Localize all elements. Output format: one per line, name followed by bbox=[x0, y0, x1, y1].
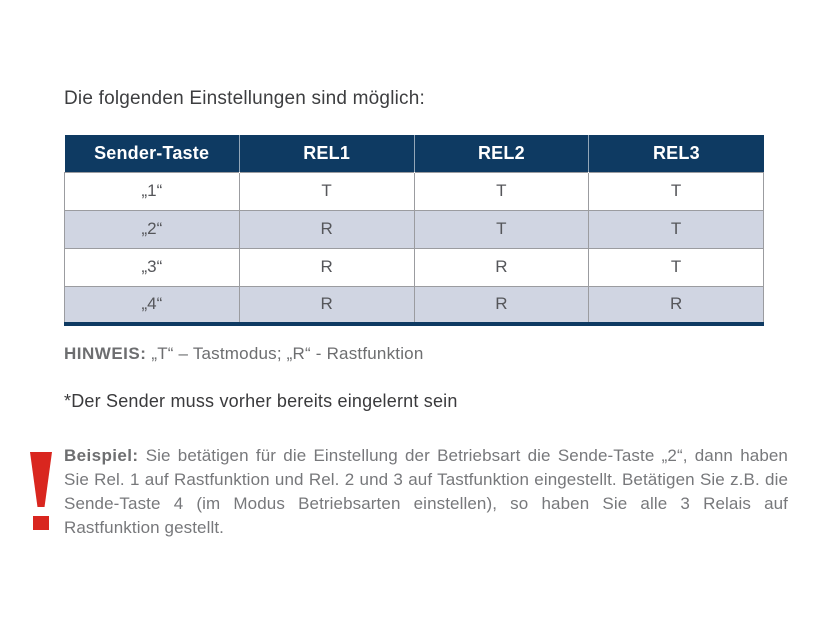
header-rel1: REL1 bbox=[239, 135, 414, 172]
cell-key: „1“ bbox=[65, 172, 240, 210]
beispiel-text: Sie betätigen für die Einstellung der Betriebsart die Sende-Taste „2“, dann haben Sie Rel. 1 auf Rastfunktion und Rel. 2 und 3 auf Tastfunktion eingestellt. Betätigen Sie z.B. die Sende-Taste 4 (im Modus Betriebsarten einstellen), so haben Sie alle 3 Relais auf Rastfunktion gestellt. bbox=[64, 446, 788, 537]
table-row bbox=[65, 248, 764, 286]
cell-key: „3“ bbox=[65, 248, 240, 286]
cell-rel1: T bbox=[239, 172, 414, 210]
exclamation-icon bbox=[30, 452, 52, 530]
header-rel2: REL2 bbox=[414, 135, 589, 172]
cell-rel3: T bbox=[589, 210, 764, 248]
cell-rel3: T bbox=[589, 172, 764, 210]
cell-rel1: R bbox=[239, 248, 414, 286]
cell-key: „2“ bbox=[65, 210, 240, 248]
cell-rel2: T bbox=[414, 210, 589, 248]
header-sender-taste: Sender-Taste bbox=[65, 135, 240, 172]
hinweis-text: „T“ – Tastmodus; „R“ - Rastfunktion bbox=[151, 344, 424, 363]
table-row bbox=[65, 286, 764, 324]
table-header-row bbox=[65, 135, 764, 172]
intro-text: Die folgenden Einstellungen sind möglich: bbox=[64, 88, 425, 109]
hinweis-line bbox=[64, 344, 423, 364]
beispiel-label: Beispiel: bbox=[64, 446, 139, 465]
cell-rel2: R bbox=[414, 286, 589, 324]
cell-key: „4“ bbox=[65, 286, 240, 324]
beispiel-paragraph bbox=[64, 444, 788, 540]
footnote-text: *Der Sender muss vorher bereits eingelernt sein bbox=[64, 391, 458, 411]
table-row bbox=[65, 210, 764, 248]
hinweis-label: HINWEIS: bbox=[64, 344, 147, 363]
cell-rel2: T bbox=[414, 172, 589, 210]
table-row bbox=[65, 172, 764, 210]
header-rel3: REL3 bbox=[589, 135, 764, 172]
cell-rel1: R bbox=[239, 210, 414, 248]
cell-rel3: R bbox=[589, 286, 764, 324]
cell-rel2: R bbox=[414, 248, 589, 286]
exclamation-bar bbox=[30, 452, 52, 507]
cell-rel1: R bbox=[239, 286, 414, 324]
exclamation-dot bbox=[33, 516, 49, 530]
settings-table bbox=[64, 135, 764, 326]
cell-rel3: T bbox=[589, 248, 764, 286]
